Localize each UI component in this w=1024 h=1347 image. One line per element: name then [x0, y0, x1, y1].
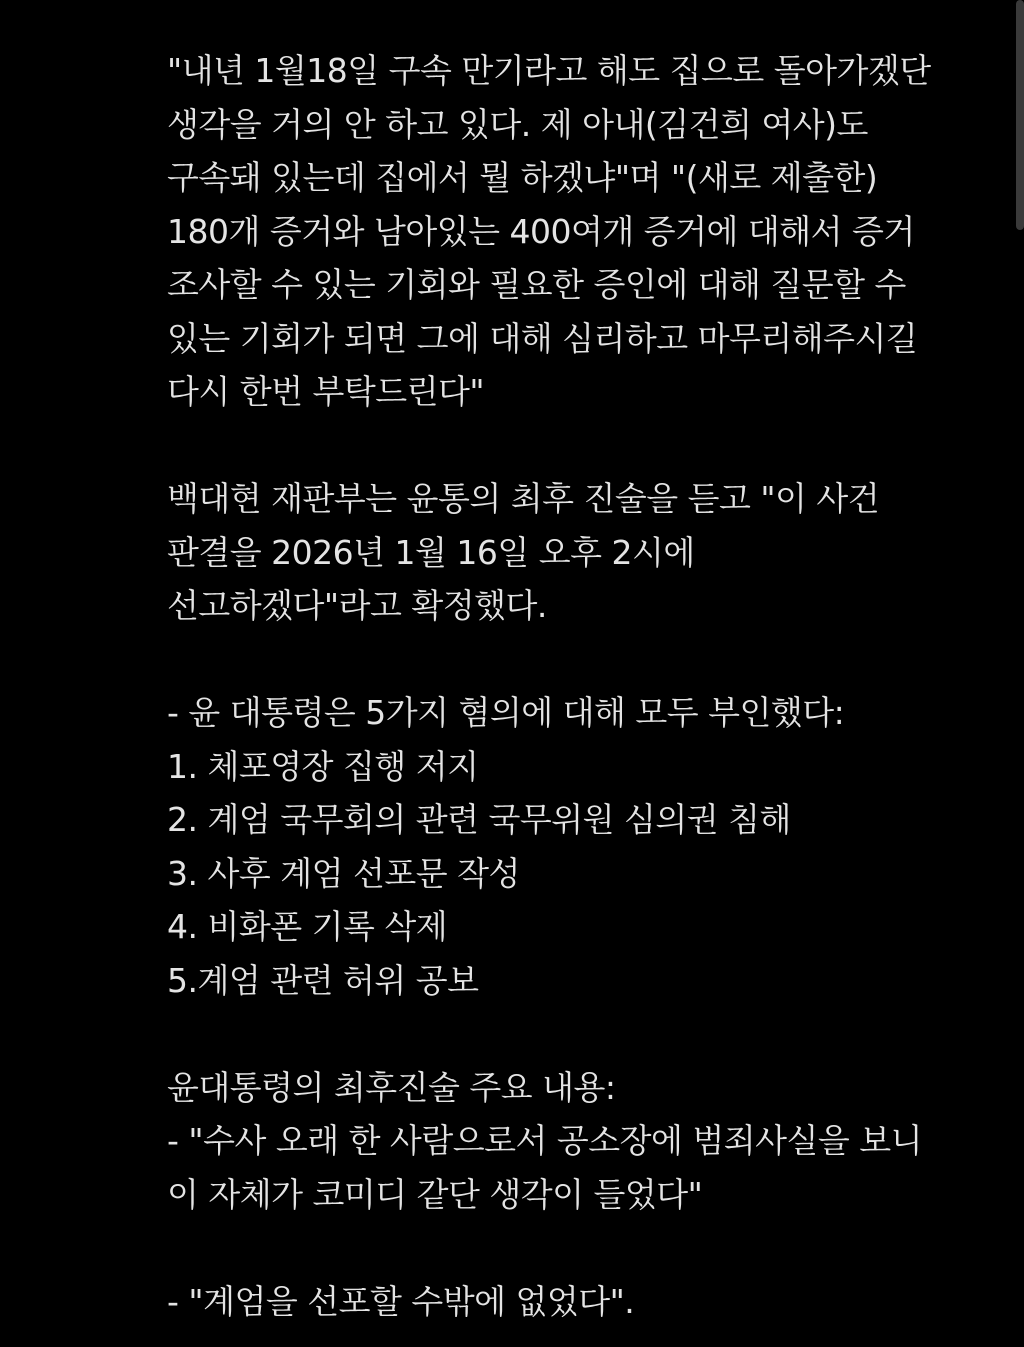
statement-last: - "계엄을 선포할 수밖에 없었다".: [167, 1281, 635, 1321]
statement-quote-line: 이 자체가 코미디 같단 생각이 들었다": [167, 1174, 703, 1214]
paragraph-gap: [167, 1221, 997, 1275]
quote-paragraph: [167, 44, 997, 419]
charge-item: 5.계엄 관련 허위 공보: [167, 960, 479, 1000]
court-line: 백대현 재판부는 윤통의 최후 진술을 듣고 "이 사건: [167, 479, 880, 518]
quote-line: 다시 한번 부탁드린다": [167, 372, 485, 411]
paragraph-gap: [167, 1007, 997, 1061]
charge-item: 3. 사후 계엄 선포문 작성: [167, 853, 520, 893]
scrollbar[interactable]: [1016, 0, 1024, 230]
quote-line: 180개 증거와 남아있는 400여개 증거에 대해서 증거: [167, 211, 915, 251]
quote-line: 구속돼 있는데 집에서 뭘 하겠냐"며 "(새로 제출한): [167, 158, 878, 197]
quote-line: 있는 기회가 되면 그에 대해 심리하고 마무리해주시길: [167, 318, 918, 358]
charge-item: 1. 체포영장 집행 저지: [167, 746, 479, 786]
quote-line: 조사할 수 있는 기회와 필요한 증인에 대해 질문할 수: [167, 265, 906, 304]
statement-heading: 윤대통령의 최후진술 주요 내용:: [167, 1067, 616, 1107]
paragraph-gap: [167, 419, 997, 473]
article-text: [167, 44, 997, 1328]
quote-line: "내년 1월18일 구속 만기라고 해도 집으로 돌아가겠단: [167, 51, 931, 90]
statement-quote-line: - "수사 오래 한 사람으로서 공소장에 범죄사실을 보니: [167, 1121, 922, 1160]
charge-item: 4. 비화폰 기록 삭제: [167, 907, 448, 946]
charge-item: 2. 계엄 국무회의 관련 국무위원 심의권 침해: [167, 800, 791, 839]
paragraph-gap: [167, 633, 997, 687]
court-line: 판결을 2026년 1월 16일 오후 2시에: [167, 532, 695, 572]
court-line: 선고하겠다"라고 확정했다.: [167, 586, 547, 625]
charges-list: [167, 686, 997, 1007]
court-paragraph: [167, 472, 997, 633]
quote-line: 생각을 거의 안 하고 있다. 제 아내(김건희 여사)도: [167, 104, 868, 144]
statement-section: [167, 1061, 997, 1222]
charges-intro: - 윤 대통령은 5가지 혐의에 대해 모두 부인했다:: [167, 693, 845, 732]
